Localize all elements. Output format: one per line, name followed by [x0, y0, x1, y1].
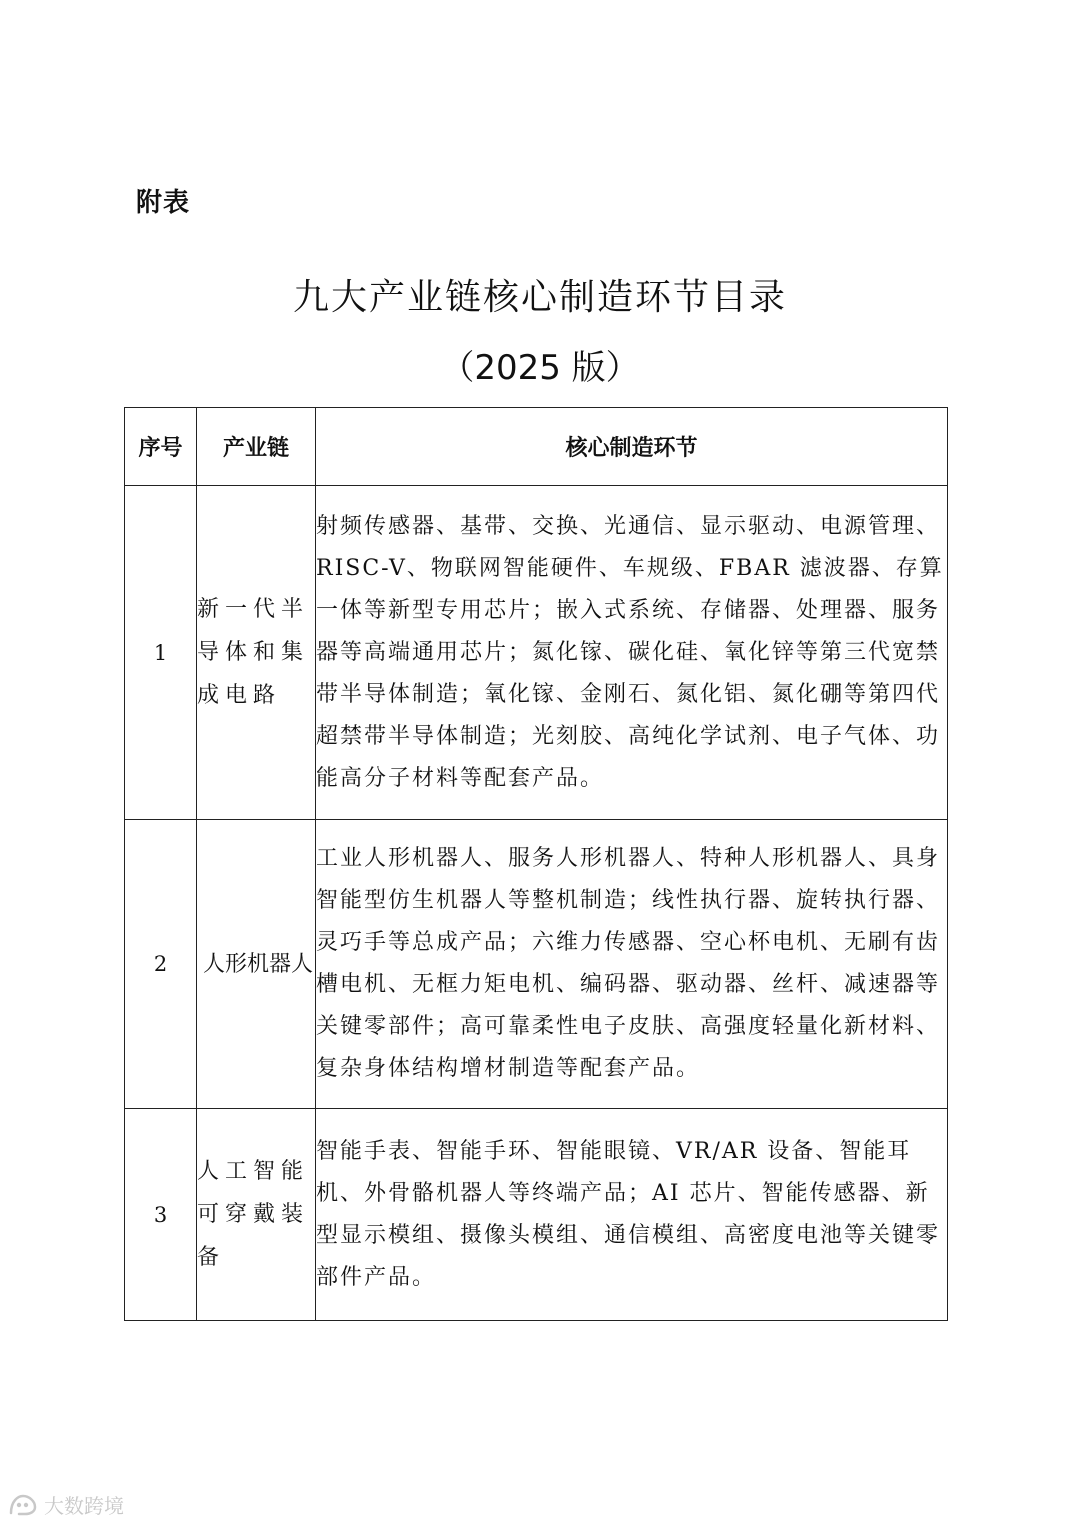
document-subtitle: （2025 版）: [440, 348, 640, 388]
watermark: [8, 1490, 124, 1519]
table-row: [125, 1109, 948, 1321]
row-index: 1: [125, 486, 197, 820]
document-title: 九大产业链核心制造环节目录: [292, 277, 787, 318]
appendix-label: 附表: [136, 188, 191, 218]
brand-logo-icon: [8, 1493, 38, 1517]
row-segments: 射频传感器、基带、交换、光通信、显示驱动、电源管理、RISC-V、物联网智能硬件、车规级、FBAR 滤波器、存算一体等新型专用芯片；嵌入式系统、存储器、处理器、服务器等高端通用芯片；氮化镓、碳化硅、氧化锌等第三代宽禁带半导体制造；氧化镓、金刚石、氮化铝、氮化硼等第四代超禁带半导体制造；光刻胶、高纯化学试剂、电子气体、功能高分子材料等配套产品。: [316, 486, 948, 820]
table-row: [125, 486, 948, 820]
row-index: 3: [125, 1109, 197, 1321]
table-row: [125, 820, 948, 1109]
watermark-text: 大数跨境: [44, 1494, 124, 1518]
catalog-table: [124, 407, 948, 1321]
row-index: 2: [125, 820, 197, 1109]
row-chain: 人形机器人: [197, 820, 316, 1109]
header-index: 序号: [125, 408, 197, 486]
row-chain: 新一代半导体和集成电路: [197, 486, 316, 820]
header-chain: 产业链: [197, 408, 316, 486]
row-segments: 智能手表、智能手环、智能眼镜、VR/AR 设备、智能耳机、外骨骼机器人等终端产品；AI 芯片、智能传感器、新型显示模组、摄像头模组、通信模组、高密度电池等关键零部件产品。: [316, 1109, 948, 1321]
row-chain: 人工智能可穿戴装备: [197, 1109, 316, 1321]
row-segments: 工业人形机器人、服务人形机器人、特种人形机器人、具身智能型仿生机器人等整机制造；线性执行器、旋转执行器、灵巧手等总成产品；六维力传感器、空心杯电机、无刷有齿槽电机、无框力矩电机、编码器、驱动器、丝杆、减速器等关键零部件；高可靠柔性电子皮肤、高强度轻量化新材料、复杂身体结构增材制造等配套产品。: [316, 820, 948, 1109]
header-segments: 核心制造环节: [316, 408, 948, 486]
table-header-row: [125, 408, 948, 486]
